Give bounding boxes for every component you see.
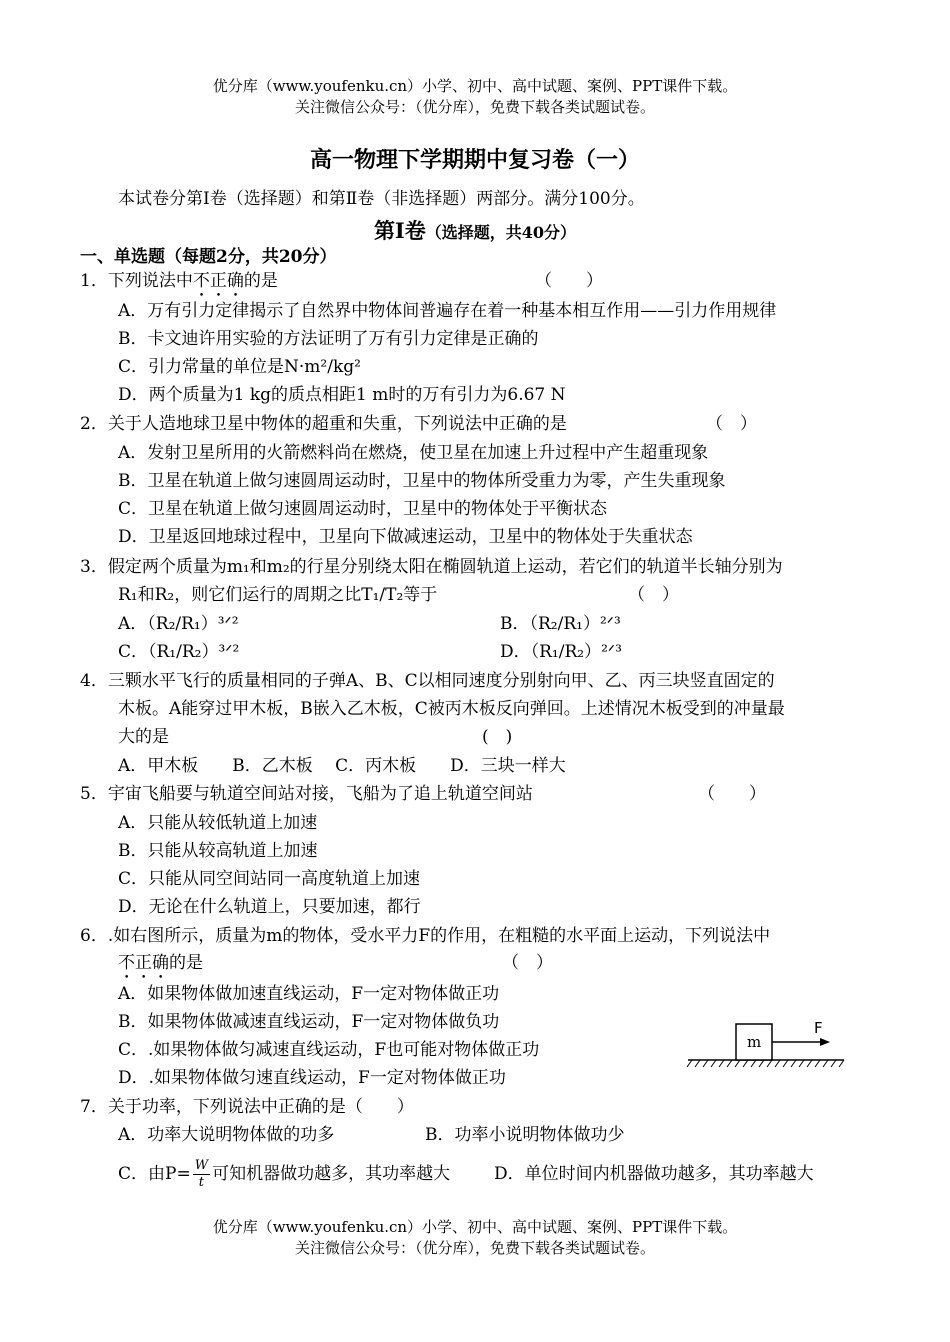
q3-stem-1: 3．假定两个质量为m₁和m₂的行星分别绕太阳在椭圆轨道上运动，若它们的轨道半长轴分别为 (80, 557, 783, 577)
q6-stem-1: 6．.如右图所示，质量为m的物体，受水平力F的作用，在粗糙的水平面上运动，下列说法中 (80, 926, 771, 946)
q7-option-b: B．功率小说明物体做功少 (425, 1125, 625, 1145)
q1-bracket: （ ） (535, 271, 603, 291)
q5-stem: 5．宇宙飞船要与轨道空间站对接，飞船为了追上轨道空间站 (80, 784, 533, 804)
q1-option-c: C．引力常量的单位是N·m²/kg² (118, 357, 361, 377)
q1-option-a: A．万有引力定律揭示了自然界中物体间普遍存在着一种基本相互作用——引力作用规律 (118, 301, 777, 321)
q6-option-a: A．如果物体做加速直线运动，F一定对物体做正功 (118, 984, 500, 1004)
q6-stem-2: 不正确的是 (118, 953, 203, 973)
q7-option-c: C．由P= $\frac{W}{t}$ 可知机器做功越多，其功率越大 (118, 1158, 451, 1190)
q7-option-a: A．功率大说明物体做的功多 (118, 1125, 335, 1145)
force-arrowhead (820, 1038, 830, 1046)
q3-stem-2: R₁和R₂，则它们运行的周期之比T₁/T₂等于 (118, 585, 438, 605)
section-heading (0, 215, 950, 245)
q3-option-c: C．（R₁/R₂）³ᐟ² (118, 642, 240, 662)
ground-hatching (687, 1060, 844, 1067)
q1-option-d: D．两个质量为1 kg的质点相距1 m时的万有引力为6.67 N (118, 385, 566, 405)
q2-option-d: D．卫星返回地球过程中，卫星向下做减速运动，卫星中的物体处于失重状态 (118, 527, 693, 547)
q4-bracket: ( ) (482, 727, 513, 747)
part-heading: 一、单选题（每题2分，共20分） (80, 247, 337, 267)
q3-bracket: （ ） (628, 585, 679, 605)
block-force-diagram (686, 1012, 846, 1070)
page-header (0, 76, 950, 118)
q5-option-d: D．无论在什么轨道上，只要加速，都行 (118, 897, 421, 917)
intro-text: 本试卷分第Ⅰ卷（选择题）和第Ⅱ卷（非选择题）两部分。满分100分。 (118, 189, 645, 209)
q3-option-d: D．（R₁/R₂）²ᐟ³ (500, 642, 622, 662)
q4-stem-1: 4．三颗水平飞行的质量相同的子弹A、B、C以相同速度分别射向甲、乙、丙三块竖直固定的 (80, 671, 775, 691)
q2-bracket: （ ） (706, 414, 757, 434)
force-label: F (814, 1019, 823, 1037)
q7-option-d: D．单位时间内机器做功越多，其功率越大 (494, 1164, 814, 1184)
header-line-1: 优分库（www.youfenku.cn）小学、初中、高中试题、案例、PPT课件下载。 (212, 77, 738, 95)
q3-option-b: B．（R₂/R₁）²ᐟ³ (500, 614, 621, 634)
fraction-w-over-t: $\frac{W}{t}$ (194, 1158, 209, 1190)
page-footer (0, 1217, 950, 1259)
q6-option-d: D．.如果物体做匀速直线运动，F一定对物体做正功 (118, 1068, 506, 1088)
q6-bracket: （ ） (502, 953, 553, 973)
section-main: 第Ⅰ卷 (373, 218, 426, 243)
q1-stem: 1．下列说法中不正确的是 (80, 271, 278, 291)
emphasis-text: 不正确 (118, 953, 169, 973)
q4-stem-3: 大的是 (118, 727, 169, 747)
page-title: 高一物理下学期期中复习卷（一） (309, 147, 640, 173)
footer-line-2: 关注微信公众号：（优分库），免费下载各类试题试卷。 (294, 1239, 655, 1257)
q5-option-c: C．只能从同空间站同一高度轨道上加速 (118, 869, 421, 889)
q5-option-b: B．只能从较高轨道上加速 (118, 841, 318, 861)
emphasis-text: 不正确 (192, 271, 244, 291)
q6-option-c: C．.如果物体做匀减速直线运动，F也可能对物体做正功 (118, 1040, 540, 1060)
block-label: m (747, 1033, 762, 1051)
q2-option-b: B．卫星在轨道上做匀速圆周运动时，卫星中的物体所受重力为零，产生失重现象 (118, 471, 726, 491)
q6-option-b: B．如果物体做减速直线运动，F一定对物体做负功 (118, 1012, 500, 1032)
q1-option-b: B．卡文迪许用实验的方法证明了万有引力定律是正确的 (118, 329, 539, 349)
footer-line-1: 优分库（www.youfenku.cn）小学、初中、高中试题、案例、PPT课件下载。 (212, 1218, 738, 1236)
q5-bracket: （ ） (698, 784, 766, 804)
header-line-2: 关注微信公众号：（优分库），免费下载各类试题试卷。 (294, 98, 655, 116)
section-sub: （选择题，共40分） (425, 223, 577, 242)
q3-option-a: A．（R₂/R₁）³ᐟ² (118, 614, 239, 634)
q2-option-c: C．卫星在轨道上做匀速圆周运动时，卫星中的物体处于平衡状态 (118, 499, 608, 519)
q4-options: A．甲木板 B．乙木板 C．丙木板 D．三块一样大 (118, 756, 566, 776)
q2-option-a: A．发射卫星所用的火箭燃料尚在燃烧，使卫星在加速上升过程中产生超重现象 (118, 443, 709, 463)
q5-option-a: A．只能从较低轨道上加速 (118, 813, 318, 833)
q2-stem: 2．关于人造地球卫星中物体的超重和失重，下列说法中正确的是 (80, 414, 567, 434)
q7-stem: 7．关于功率，下列说法中正确的是（ ） (80, 1097, 414, 1117)
q4-stem-2: 木板。A能穿过甲木板，B嵌入乙木板，C被丙木板反向弹回。上述情况木板受到的冲量最 (118, 699, 785, 719)
